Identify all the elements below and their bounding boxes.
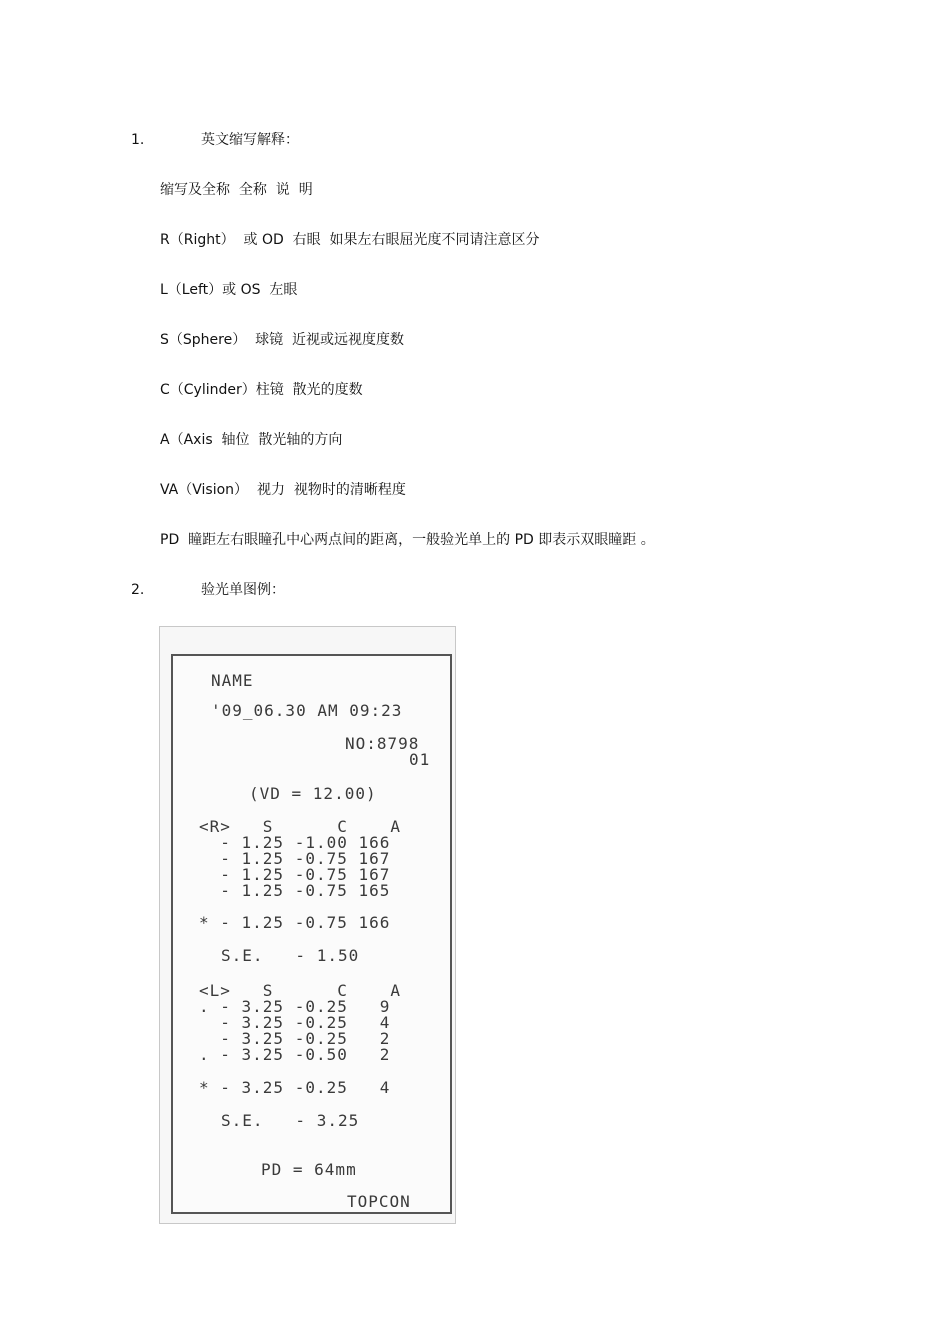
- entry-axis: A（Axis 轴位 散光轴的方向: [160, 432, 343, 448]
- receipt-right-row: - 1.25 -0.75 167: [199, 849, 391, 868]
- receipt-brand: TOPCON: [347, 1192, 411, 1211]
- receipt-left-row: . - 3.25 -0.50 2: [199, 1045, 391, 1064]
- receipt-left-row: - 3.25 -0.25 2: [199, 1029, 391, 1048]
- receipt-left-row: . - 3.25 -0.25 9: [199, 997, 391, 1016]
- entry-cylinder: C（Cylinder）柱镜 散光的度数: [160, 382, 363, 398]
- section-1-number: 1.: [131, 132, 145, 148]
- receipt-right-header: <R> S C A: [199, 817, 402, 836]
- receipt-left-header: <L> S C A: [199, 981, 402, 1000]
- entry-sphere: S（Sphere） 球镜 近视或远视度度数: [160, 332, 405, 348]
- entry-left-eye: L（Left）或 OS 左眼: [160, 282, 298, 298]
- receipt-date-line: '09_06.30 AM 09:23: [211, 701, 403, 720]
- section-2-title: 验光单图例：: [201, 582, 285, 598]
- receipt-right-row: - 1.25 -0.75 167: [199, 865, 391, 884]
- receipt-pupillary-distance: PD = 64mm: [261, 1160, 357, 1179]
- entry-vision: VA（Vision） 视力 视物时的清晰程度: [160, 482, 406, 498]
- receipt-vertex-distance: (VD = 12.00): [249, 784, 377, 803]
- receipt-number-suffix: 01: [409, 750, 431, 769]
- receipt-right-row: - 1.25 -0.75 165: [199, 881, 391, 900]
- receipt-left-spherical-equivalent: S.E. - 3.25: [221, 1111, 360, 1130]
- receipt-left-average: * - 3.25 -0.25 4: [199, 1078, 391, 1097]
- section-1-title: 英文缩写解释：: [201, 132, 299, 148]
- receipt-right-average: * - 1.25 -0.75 166: [199, 913, 391, 932]
- entry-right-eye: R（Right） 或 OD 右眼 如果左右眼屈光度不同请注意区分: [160, 232, 540, 248]
- entry-pd: PD 瞳距左右眼瞳孔中心两点间的距离，一般验光单上的 PD 即表示双眼瞳距 。: [160, 532, 655, 548]
- receipt-right-spherical-equivalent: S.E. - 1.50: [221, 946, 360, 965]
- receipt-paper: [171, 654, 452, 1214]
- entry-header: 缩写及全称 全称 说 明: [160, 182, 313, 198]
- refraction-receipt-image: [159, 626, 456, 1224]
- receipt-left-row: - 3.25 -0.25 4: [199, 1013, 391, 1032]
- section-2-number: 2.: [131, 582, 145, 598]
- receipt-number: NO:8798: [345, 734, 420, 753]
- receipt-name-label: NAME: [211, 671, 254, 690]
- receipt-right-row: - 1.25 -1.00 166: [199, 833, 391, 852]
